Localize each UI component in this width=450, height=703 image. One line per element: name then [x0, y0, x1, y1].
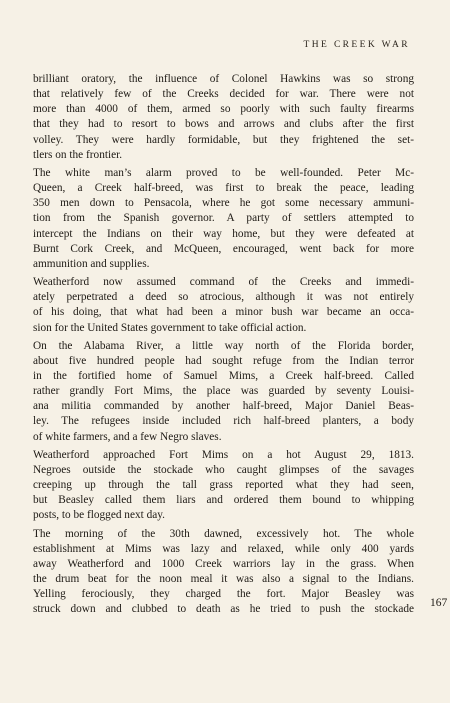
text-line: of white farmers, and a few Negro slaves.	[33, 430, 222, 443]
text-line: ana militia commanded by another half-breed, Major Daniel Beas-	[33, 400, 414, 413]
text-line: Burnt Cork Creek, and McQueen, encouraged, went back for more	[33, 242, 414, 255]
text-line: brilliant oratory, the influence of Colonel Hawkins was so strong	[33, 73, 414, 85]
text-line: that relatively few of the Creeks decided for war. There were not	[33, 88, 414, 101]
text-line: intercept the Indians on their way home, but they were defeated at	[33, 227, 414, 240]
text-line: ley. The refugees inside included rich half-breed planters, a body	[33, 415, 414, 428]
paragraph-3	[33, 275, 414, 336]
text-line: sion for the United States government to take official action.	[33, 321, 307, 334]
paragraph-5	[33, 448, 414, 524]
text-line: that they had to resort to bows and arrows and clubs after the first	[33, 118, 414, 131]
text-line: Negroes outside the stockade who caught glimpses of the savages	[33, 463, 414, 476]
text-line: Queen, a Creek half-breed, was first to break the peace, leading	[33, 182, 414, 195]
text-line: more than 4000 of them, armed so poorly with such faulty firearms	[33, 103, 414, 116]
text-line: Weatherford now assumed command of the Creeks and immedi-	[33, 276, 414, 289]
text-line: Weatherford approached Fort Mims on a hot August 29, 1813.	[33, 448, 414, 461]
text-line: struck down and clubbed to death as he tried to push the stockade	[33, 603, 414, 616]
text-line: On the Alabama River, a little way north of the Florida border,	[33, 339, 414, 352]
text-line: 350 men down to Pensacola, where he got some necessary ammuni-	[33, 197, 414, 210]
text-line: tion from the Spanish governor. A party of settlers attempted to	[33, 212, 414, 225]
text-line: the drum beat for the noon meal it was also a signal to the Indians.	[33, 573, 414, 585]
paragraph-6	[33, 527, 414, 618]
text-line: The white man’s alarm proved to be well-founded. Peter Mc-	[33, 166, 414, 179]
text-line: volley. They were hardly formidable, but they frightened the set-	[33, 133, 414, 146]
text-line: ammunition and supplies.	[33, 257, 150, 270]
text-line: Yelling ferociously, they charged the fort. Major Beasley was	[33, 588, 414, 601]
text-line: about five hundred people had sought refuge from the Indian terror	[33, 354, 414, 367]
text-line: ately perpetrated a deed so atrocious, although it was not entirely	[33, 291, 414, 304]
text-line: posts, to be flogged next day.	[33, 509, 165, 522]
page-number: 167	[430, 597, 448, 609]
text-line: establishment at Mims was lazy and relaxed, while only 400 yards	[33, 542, 414, 555]
running-head: THE CREEK WAR	[303, 40, 410, 50]
text-line: creeping up through the tall grass reported what they had seen,	[33, 479, 414, 492]
text-line: in the fortified home of Samuel Mims, a Creek half-breed. Called	[33, 369, 414, 382]
body-text	[33, 72, 414, 620]
text-line: rather grandly Fort Mims, the place was guarded by seventy Louisi-	[33, 385, 414, 398]
paragraph-2	[33, 166, 414, 272]
text-line: but Beasley called them liars and ordered them bound to whipping	[33, 494, 414, 507]
text-line: tlers on the frontier.	[33, 148, 123, 161]
paragraph-1	[33, 72, 414, 163]
text-line: of his doing, that what had been a minor bush war became an occa-	[33, 306, 414, 319]
paragraph-4	[33, 339, 414, 445]
text-line: The morning of the 30th dawned, excessively hot. The whole	[33, 527, 414, 540]
text-line: away Weatherford and 1000 Creek warriors lay in the grass. When	[33, 557, 414, 570]
